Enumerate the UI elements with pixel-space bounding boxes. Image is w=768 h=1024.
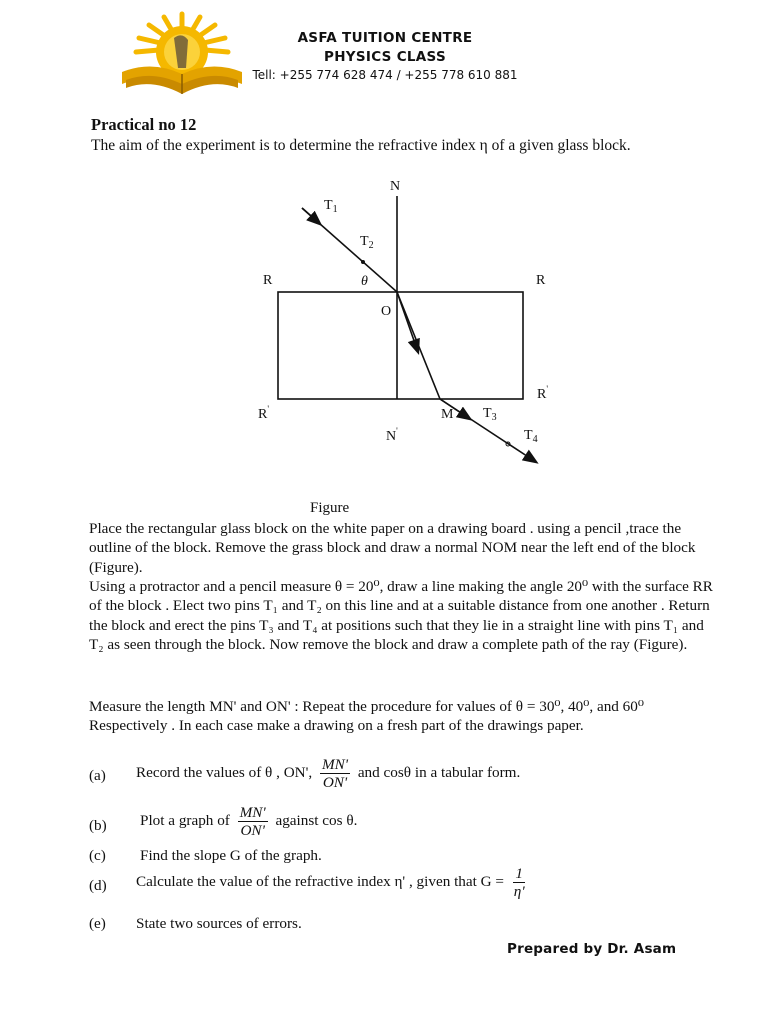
refraction-diagram bbox=[240, 170, 570, 470]
aim-text: The aim of the experiment is to determine the refractive index η of a given glass block. bbox=[91, 137, 631, 154]
paragraph-3: Measure the length MN' and ON' : Repeat the procedure for values of θ = 30⁰, 40⁰, and 60⁰ Respectively . In each case make a drawing on a fresh part of the drawings paper. bbox=[89, 698, 644, 735]
label-t4: $T_4$ bbox=[524, 428, 538, 445]
item-b-label: (b) bbox=[89, 817, 107, 834]
prepared-by: Prepared by Dr. Asam bbox=[507, 941, 677, 957]
item-b: Plot a graph of $\frac{MN'}{ON'}$ against cos θ. bbox=[140, 804, 358, 839]
label-o: O bbox=[381, 304, 392, 319]
glass-block bbox=[278, 292, 523, 399]
label-t1: $T_1$ bbox=[324, 198, 338, 215]
label-r-prime-left: R' bbox=[258, 404, 269, 422]
school-name: ASFA TUITION CENTRE bbox=[297, 30, 473, 46]
label-n-prime: N' bbox=[386, 426, 398, 444]
incident-arrow bbox=[302, 208, 320, 224]
telephone: Tell: +255 774 628 474 / +255 778 610 881 bbox=[252, 68, 518, 82]
item-d: Calculate the value of the refractive index η' , given that G = $\frac{1}{\eta'}$ bbox=[136, 865, 525, 900]
paragraph-2: Using a protractor and a pencil measure θ = 20⁰, draw a line making the angle 20⁰ with the surface RR of the block . Elect two pins T₁ and T₂ on this line and at a suitable distance from one another . Return the block and erect the pins T₃ and T₄ at positions such that they lie in a straight line with pins T₁ and T₂ as seen through the block. Now remove the block and draw a complete path of the ray (Figure). bbox=[89, 578, 713, 654]
item-c: Find the slope G of the graph. bbox=[140, 847, 322, 864]
fraction-mn-on-b: $\frac{MN'}{ON'}$ bbox=[239, 804, 266, 839]
pin-t2 bbox=[361, 260, 365, 264]
label-r-prime-right: R' bbox=[537, 384, 548, 402]
fraction-mn-on: $\frac{MN'}{ON'}$ bbox=[321, 756, 349, 791]
item-a: Record the values of θ , ON', $\frac{MN'}{ON'}$ and cosθ in a tabular form. bbox=[136, 756, 521, 791]
item-c-label: (c) bbox=[89, 847, 106, 864]
label-r-left: R bbox=[263, 273, 273, 288]
paragraph-1: Place the rectangular glass block on the white paper on a drawing board . using a pencil ,trace the outline of the block. Remove the grass block and draw a normal NOM near the left end of the block (Figure). bbox=[89, 520, 696, 576]
figure-caption: Figure bbox=[310, 500, 350, 516]
item-e-label: (e) bbox=[89, 915, 106, 932]
class-name: PHYSICS CLASS bbox=[324, 49, 446, 65]
practical-title: Practical no 12 bbox=[91, 115, 197, 134]
refracted-arrow bbox=[397, 292, 418, 352]
label-t2: $T_2$ bbox=[360, 234, 374, 251]
label-n: N bbox=[390, 179, 401, 194]
label-t3: $T_3$ bbox=[483, 406, 497, 423]
label-r-right: R bbox=[536, 273, 546, 288]
item-e: State two sources of errors. bbox=[136, 915, 302, 932]
fraction-one-eta: $\frac{1}{\eta'}$ bbox=[513, 865, 525, 900]
item-d-label: (d) bbox=[89, 877, 107, 894]
label-m: M bbox=[441, 407, 454, 422]
item-a-label: (a) bbox=[89, 767, 106, 784]
label-theta: θ bbox=[361, 274, 368, 289]
